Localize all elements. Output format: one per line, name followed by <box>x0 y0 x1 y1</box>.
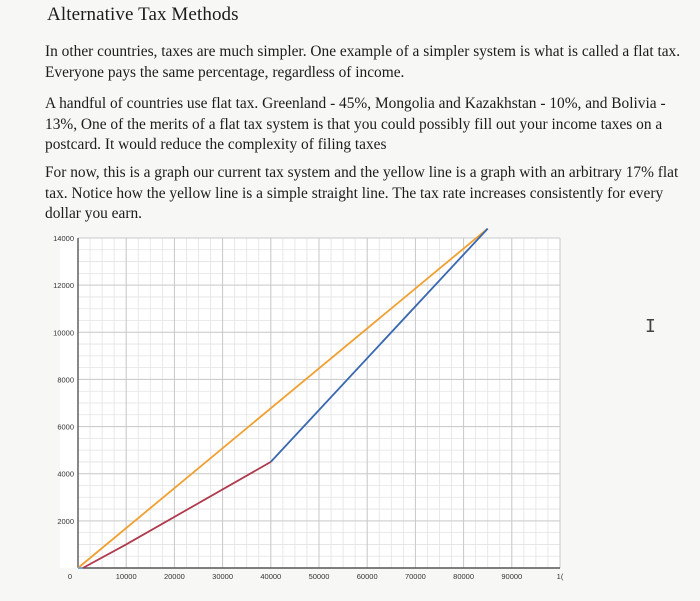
x-tick-label: 50000 <box>308 572 330 581</box>
y-tick-label: 2000 <box>57 516 74 526</box>
x-tick-label: 80000 <box>453 572 475 581</box>
x-tick-label: 30000 <box>212 572 234 581</box>
y-tick-label: 10000 <box>53 328 74 338</box>
text-cursor-icon: I <box>645 316 656 337</box>
x-tick-label: 10000 <box>115 572 137 581</box>
y-tick-label: 14000 <box>53 234 74 243</box>
x-tick-label: 40000 <box>260 572 282 581</box>
y-tick-label: 6000 <box>57 422 74 432</box>
x-tick-label: 70000 <box>404 572 426 581</box>
paragraph-flat-tax-intro: In other countries, taxes are much simpler. One example of a simpler system is what is called a flat tax. Everyone pays the same percentage, regardless of income. <box>45 43 681 81</box>
x-tick-label: 90000 <box>501 572 523 581</box>
y-tick-label: 12000 <box>53 281 74 291</box>
grid-lines <box>78 238 560 568</box>
y-tick-label: 8000 <box>57 375 74 385</box>
tax-chart <box>0 228 580 596</box>
x-tick-label: 1( <box>556 572 564 581</box>
paragraph-countries: A handful of countries use flat tax. Greenland - 45%, Mongolia and Kazakhstan - 10%, and Bolivia - 13%, One of the merits of a flat tax system is that you could possibly fill out your income taxes on a postcard. It would reduce the complexity of filing taxes <box>45 95 666 153</box>
y-tick-label: 4000 <box>57 469 74 479</box>
page-title: Alternative Tax Methods <box>47 4 239 25</box>
x-tick-label: 60000 <box>356 572 378 581</box>
paragraph-graph-description: For now, this is a graph our current tax system and the yellow line is a graph with an arbitrary 17% flat tax. Notice how the yellow line is a simple straight line. The tax rate increases consistently for every dollar you earn. <box>45 164 679 222</box>
x-tick-label: 20000 <box>163 572 185 581</box>
tax-chart-svg <box>0 228 580 596</box>
x-tick-label: 0 <box>67 572 73 581</box>
